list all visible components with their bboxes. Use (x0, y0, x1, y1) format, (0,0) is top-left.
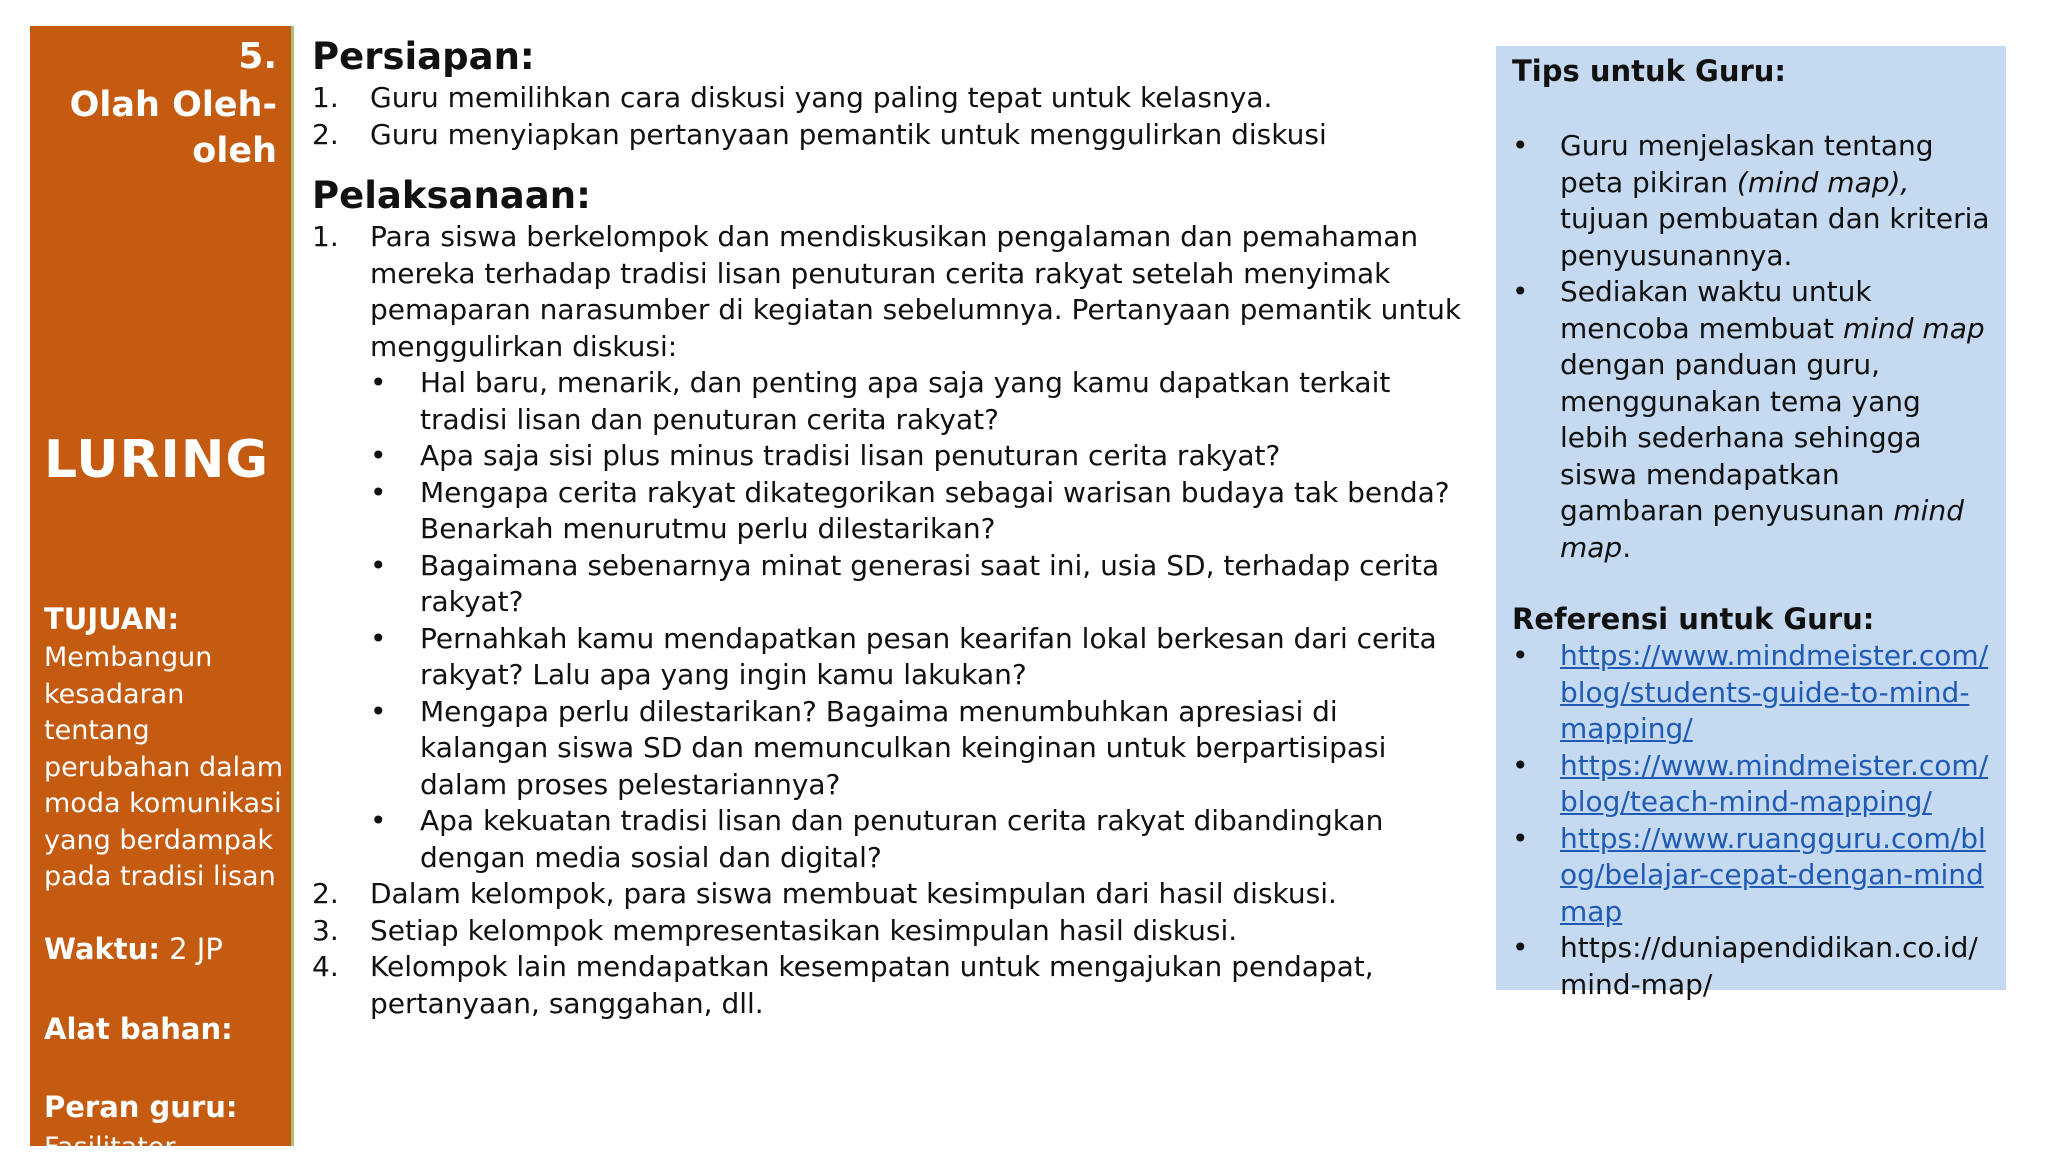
question-item: • Hal baru, menarik, dan penting apa saja yang kamu dapatkan terkait tradisi lisan dan penuturan cerita rakyat? (370, 365, 1462, 438)
reference-link[interactable]: https://www.mindmeister.com/blog/students-guide-to-mind-mapping/ (1560, 639, 1989, 745)
time-row (44, 932, 223, 966)
question-item: • Bagaimana sebenarnya minat generasi saat ini, usia SD, terhadap cerita rakyat? (370, 548, 1462, 621)
item-text: Kelompok lain mendapatkan kesempatan untuk mengajukan pendapat, pertanyaan, sanggahan, dll. (370, 950, 1374, 1020)
item-text: Setiap kelompok mempresentasikan kesimpulan hasil diskusi. (370, 913, 1238, 947)
mode-label: LURING (44, 430, 270, 490)
activity-sidebar (30, 26, 294, 1163)
tip-text: tujuan pembuatan dan kriteria penyusunannya. (1560, 202, 1990, 272)
references-list (1512, 638, 1992, 1003)
tip-emphasis: (mind map), (1736, 165, 1910, 199)
tips-heading: Tips untuk Guru: (1512, 54, 1787, 88)
question-item: • Pernahkah kamu mendapatkan pesan kearifan lokal berkesan dari cerita rakyat? Lalu apa yang ingin kamu lakukan? (370, 621, 1462, 694)
tip-emphasis: mind map (1842, 311, 1985, 345)
list-item (312, 219, 1462, 876)
item-number: 2. (312, 117, 339, 151)
reference-link[interactable]: https://www.mindmeister.com/blog/teach-mind-mapping/ (1560, 748, 1989, 818)
activity-title: Olah Oleh-oleh (69, 85, 277, 171)
reference-text: https://duniapendidikan.co.id/mind-map/ (1560, 931, 1978, 1001)
reference-item (1512, 748, 1992, 821)
list-item (312, 80, 1462, 117)
reference-item (1512, 821, 1992, 931)
tip-emphasis: mind map (1560, 494, 1964, 564)
goal-heading: TUJUAN: (44, 602, 180, 636)
item-text: Guru memilihkan cara diskusi yang paling tepat untuk kelasnya. (370, 81, 1273, 114)
question-item: • Apa kekuatan tradisi lisan dan penuturan cerita rakyat dibandingkan dengan media sosial dan digital? (370, 803, 1462, 876)
preparation-heading: Persiapan: (312, 35, 535, 78)
time-label: Waktu: (44, 932, 160, 966)
preparation-list (312, 80, 1462, 153)
item-number: 4. (312, 950, 339, 983)
execution-list (312, 219, 1462, 1022)
teacher-tips-box (1496, 46, 2006, 1001)
trigger-questions (370, 365, 1462, 876)
question-item: • Mengapa perlu dilestarikan? Bagaima menumbuhkan apresiasi di kalangan siswa SD dan memunculkan keinginan untuk berpartisipasi dalam proses pelestariannya? (370, 694, 1462, 804)
tip-text: dengan panduan guru, menggunakan tema yang lebih sederhana sehingga siswa mendapatkan gambaran penyusunan (1560, 348, 1922, 527)
list-item (312, 117, 1462, 154)
reference-link[interactable]: https://www.ruangguru.com/blog/belajar-cepat-dengan-mindmap (1560, 821, 1986, 928)
tip-item (1512, 128, 1992, 274)
tip-text: Sediakan waktu untuk mencoba membuat (1560, 275, 1872, 345)
role-value: Fasilitator (44, 1132, 176, 1163)
item-number: 2. (312, 877, 339, 910)
references-heading: Referensi untuk Guru: (1512, 602, 1875, 636)
list-item (312, 876, 1462, 913)
tip-text: . (1622, 530, 1632, 564)
reference-item (1512, 638, 1992, 748)
item-text: Guru menyiapkan pertanyaan pemantik untuk menggulirkan diskusi (370, 117, 1327, 151)
item-number: 3. (312, 913, 339, 947)
goal-text: Membangun kesadaran tentang perubahan dalam moda komunikasi yang berdampak pada tradisi lisan (44, 642, 284, 892)
question-item: • Mengapa cerita rakyat dikategorikan sebagai warisan budaya tak benda? Benarkah menurutmu perlu dilestarikan? (370, 475, 1462, 548)
item-number: 1. (312, 220, 339, 253)
list-item (312, 913, 1462, 950)
execution-heading: Pelaksanaan: (312, 174, 591, 217)
role-heading: Peran guru: (44, 1090, 238, 1124)
materials-heading: Alat bahan: (44, 1012, 233, 1046)
tips-list (1512, 128, 1992, 566)
activity-number: 5. (238, 36, 277, 77)
list-item (312, 949, 1462, 1022)
item-number: 1. (312, 81, 339, 114)
main-content (312, 34, 1462, 1022)
tip-item (1512, 274, 1992, 566)
time-value: 2 JP (169, 932, 223, 966)
tip-text: Guru menjelaskan tentang peta pikiran (1560, 129, 1934, 199)
item-text: Dalam kelompok, para siswa membuat kesimpulan dari hasil diskusi. (370, 877, 1337, 910)
reference-item (1512, 930, 1992, 1003)
item-text: Para siswa berkelompok dan mendiskusikan pengalaman dan pemahaman mereka terhadap tradisi lisan penuturan cerita rakyat setelah menyimak pemaparan narasumber di kegiatan sebelumnya. Pertanyaan pemantik untuk menggulirkan diskusi: (370, 220, 1462, 363)
question-item: • Apa saja sisi plus minus tradisi lisan penuturan cerita rakyat? (370, 438, 1462, 475)
